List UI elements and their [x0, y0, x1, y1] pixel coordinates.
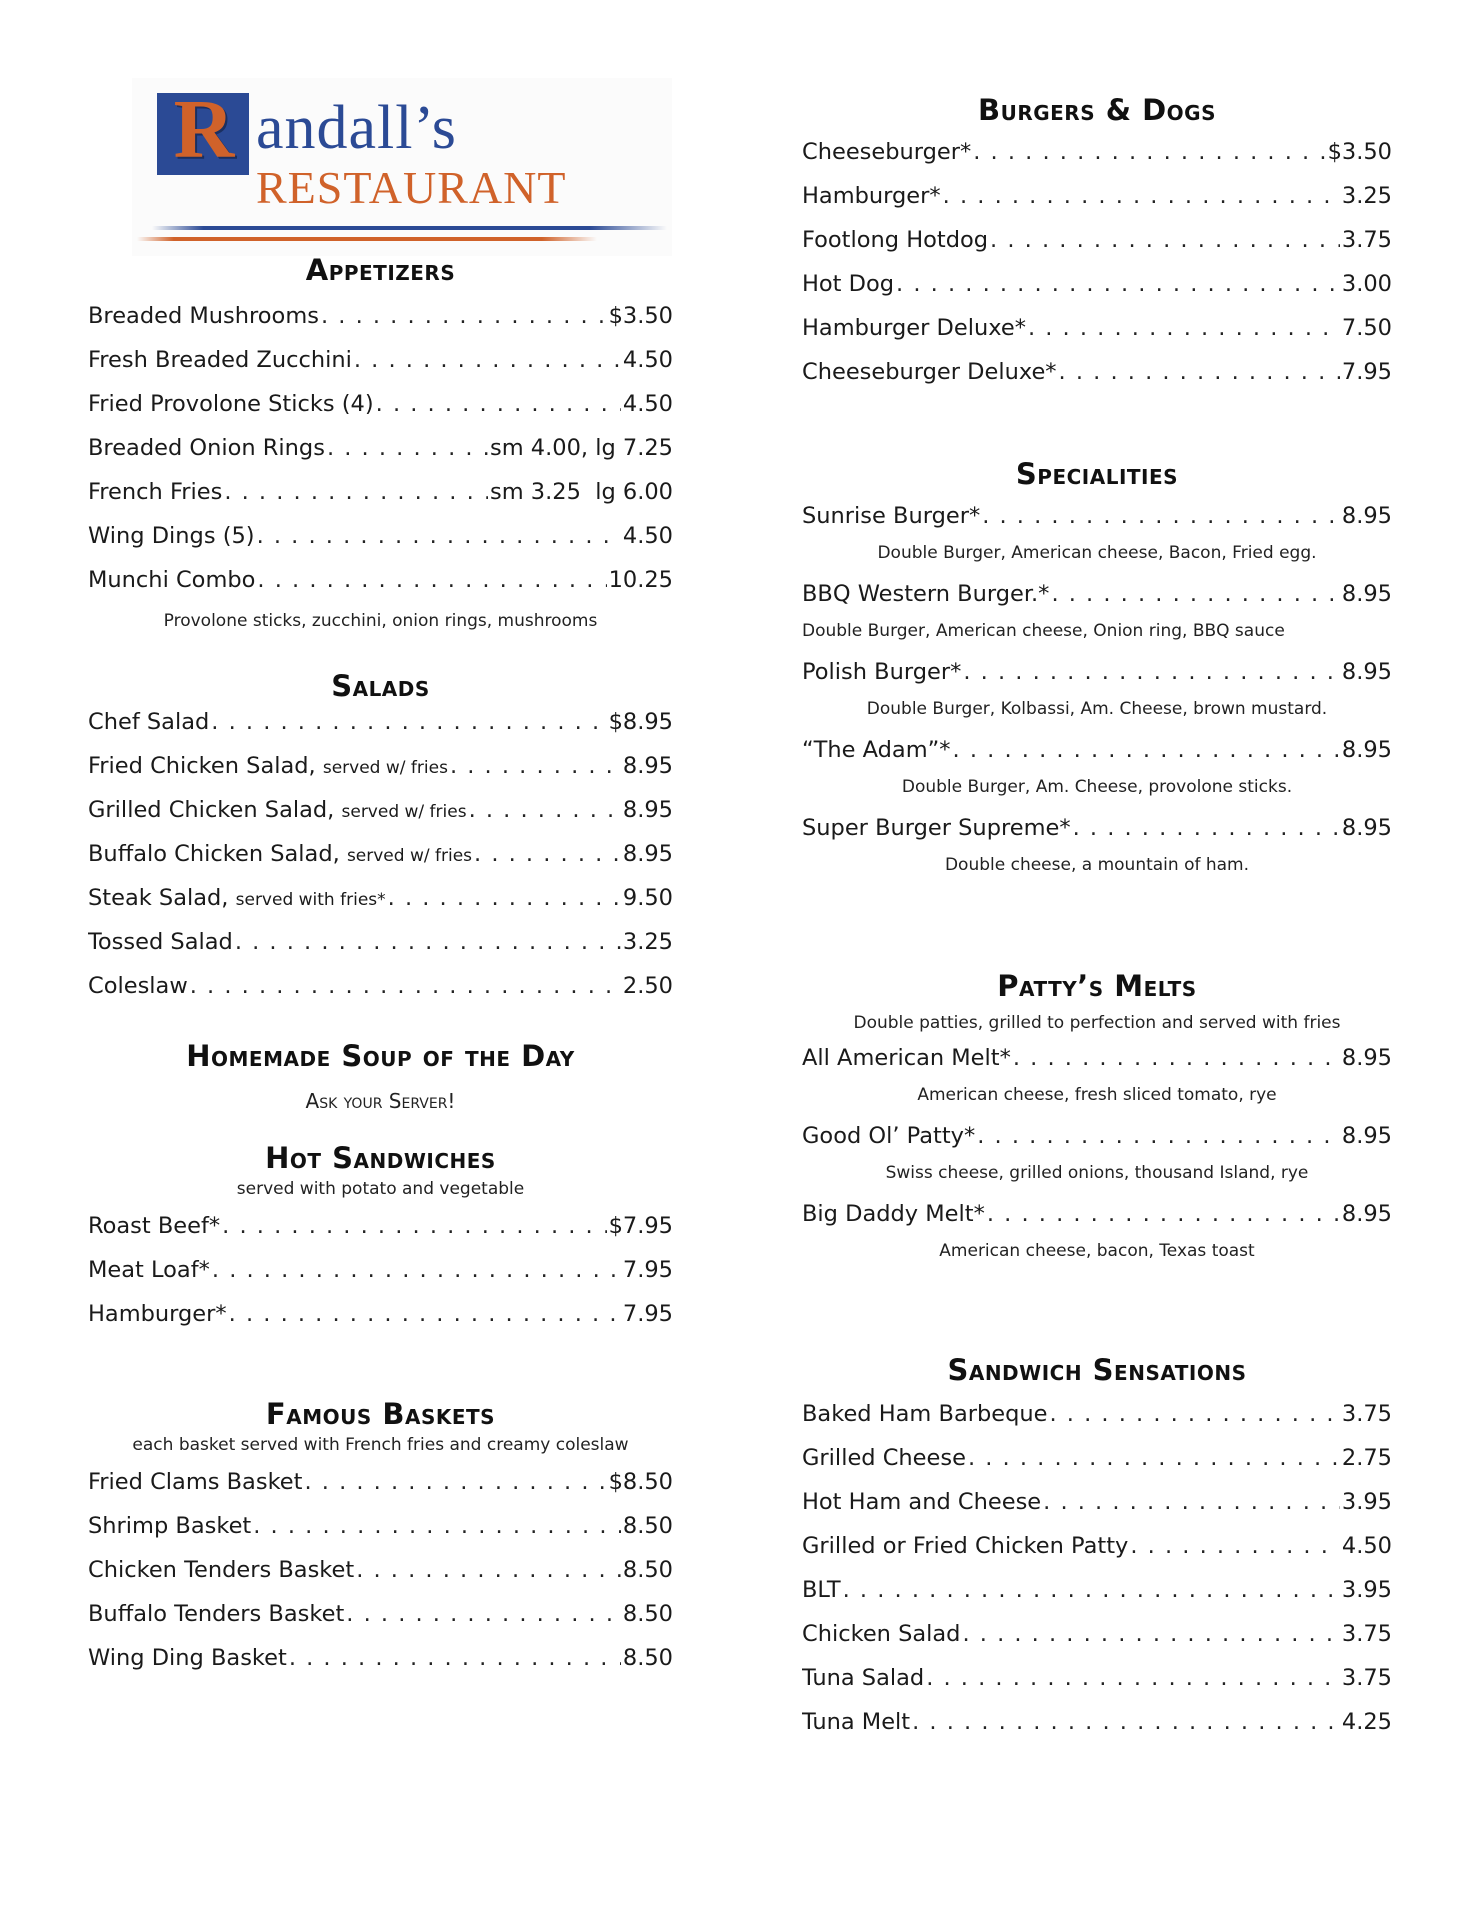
item-price: 3.25 — [1341, 183, 1392, 209]
item-list — [802, 1044, 1392, 1278]
leader-dots — [968, 1444, 1340, 1472]
menu-item — [802, 1532, 1392, 1576]
leader-dots — [321, 302, 607, 330]
leader-dots — [356, 1556, 621, 1584]
menu-item — [88, 566, 673, 610]
item-name-text: Steak Salad, — [88, 885, 229, 911]
item-list — [88, 708, 673, 1016]
leader-dots — [896, 270, 1340, 298]
section-title: Sandwich Sensations — [947, 1353, 1247, 1387]
leader-dots — [982, 502, 1340, 530]
item-note: served w/ fries — [341, 802, 467, 822]
menu-item — [88, 1556, 673, 1600]
item-note: served w/ fries — [322, 758, 448, 778]
menu-item — [88, 390, 673, 434]
item-price: 8.50 — [622, 1557, 673, 1583]
menu-item — [802, 1444, 1392, 1488]
leader-dots — [376, 390, 621, 418]
menu-item — [88, 1468, 673, 1512]
item-name: Tuna Salad — [802, 1665, 925, 1691]
item-price: 3.75 — [1341, 227, 1392, 253]
menu-item — [802, 270, 1392, 314]
menu-item — [802, 358, 1392, 402]
item-price: 3.75 — [1341, 1665, 1392, 1691]
item-list — [88, 1212, 673, 1344]
item-price: 8.95 — [622, 841, 673, 867]
menu-item — [88, 884, 673, 928]
item-name: Fried Clams Basket — [88, 1469, 303, 1495]
leader-dots — [211, 708, 606, 736]
item-name-text: Buffalo Chicken Salad, — [88, 841, 340, 867]
logo-initial: R — [173, 83, 235, 176]
menu-item — [88, 972, 673, 1016]
item-name: Grilled or Fried Chicken Patty — [802, 1533, 1129, 1559]
item-name: Cheeseburger* — [802, 139, 972, 165]
menu-item — [88, 1256, 673, 1300]
item-name-text: Grilled Chicken Salad, — [88, 797, 335, 823]
section-note: Double patties, grilled to perfection and served with fries — [853, 1013, 1341, 1033]
item-price: $3.50 — [608, 303, 673, 329]
leader-dots — [235, 928, 621, 956]
menu-item — [802, 814, 1392, 854]
item-name: Good Ol’ Patty* — [802, 1123, 976, 1149]
leader-dots — [327, 434, 488, 462]
leader-dots — [926, 1664, 1340, 1692]
menu-item — [802, 182, 1392, 226]
leader-dots — [962, 1620, 1339, 1648]
item-description: Double Burger, Am. Cheese, provolone sticks. — [901, 777, 1293, 797]
logo-name: andall’s — [256, 94, 457, 162]
menu-item — [88, 346, 673, 390]
item-list — [802, 1400, 1392, 1752]
leader-dots — [987, 1200, 1340, 1228]
item-name: Hamburger Deluxe* — [802, 315, 1026, 341]
menu-item — [88, 478, 673, 522]
leader-dots — [1051, 580, 1339, 608]
menu-item — [802, 1044, 1392, 1084]
menu-item — [802, 1576, 1392, 1620]
item-name: Roast Beef* — [88, 1213, 221, 1239]
item-price: $3.50 — [1327, 139, 1392, 165]
menu-item — [802, 736, 1392, 776]
item-price: $7.95 — [608, 1213, 673, 1239]
item-price: 3.75 — [1341, 1621, 1392, 1647]
item-price: 8.95 — [622, 797, 673, 823]
item-name: Hamburger* — [802, 183, 941, 209]
section-note: served with potato and vegetable — [236, 1179, 525, 1199]
leader-dots — [257, 566, 606, 594]
logo-subtitle: RESTAURANT — [256, 162, 567, 213]
item-price: $8.95 — [608, 709, 673, 735]
leader-dots — [977, 1122, 1340, 1150]
item-price: 8.95 — [1341, 1045, 1392, 1071]
item-price: 7.95 — [622, 1257, 673, 1283]
item-name — [88, 752, 448, 782]
item-name: Super Burger Supreme* — [802, 815, 1071, 841]
menu-item — [802, 226, 1392, 270]
menu-item — [88, 1600, 673, 1644]
item-name: Cheeseburger Deluxe* — [802, 359, 1057, 385]
menu-item — [802, 1400, 1392, 1444]
item-name: Polish Burger* — [802, 659, 962, 685]
section-pattys-melts — [802, 968, 1392, 1278]
leader-dots — [304, 1468, 606, 1496]
leader-dots — [253, 1512, 621, 1540]
leader-dots — [973, 138, 1325, 166]
item-price: 4.50 — [622, 347, 673, 373]
item-price: 3.25 — [622, 929, 673, 955]
item-list — [88, 1468, 673, 1688]
leader-dots — [450, 752, 621, 780]
item-name: Footlong Hotdog — [802, 227, 989, 253]
item-description: Double Burger, American cheese, Onion ring, BBQ sauce — [802, 621, 1285, 641]
leader-dots — [990, 226, 1340, 254]
item-description: Double cheese, a mountain of ham. — [944, 855, 1250, 875]
item-price: 4.50 — [1341, 1533, 1392, 1559]
item-name — [88, 796, 467, 826]
item-name: Baked Ham Barbeque — [802, 1401, 1048, 1427]
section-hot-sandwiches — [88, 1140, 673, 1344]
item-description: Double Burger, American cheese, Bacon, Fried egg. — [877, 543, 1317, 563]
item-name: Hamburger* — [88, 1301, 227, 1327]
item-name: Chicken Salad — [802, 1621, 961, 1647]
item-name: Wing Ding Basket — [88, 1645, 287, 1671]
item-price: 4.25 — [1341, 1709, 1392, 1735]
section-baskets — [88, 1396, 673, 1688]
leader-dots — [1013, 1044, 1340, 1072]
item-name: Big Daddy Melt* — [802, 1201, 985, 1227]
item-price: 8.95 — [1341, 659, 1392, 685]
logo-divider-blue — [152, 226, 667, 230]
item-price: $8.50 — [608, 1469, 673, 1495]
leader-dots — [912, 1708, 1340, 1736]
item-name: Fried Provolone Sticks (4) — [88, 391, 374, 417]
section-title: Specialities — [1015, 457, 1179, 491]
leader-dots — [953, 736, 1340, 764]
leader-dots — [224, 478, 488, 506]
item-name — [88, 708, 209, 736]
leader-dots — [943, 182, 1340, 210]
menu-item — [802, 1664, 1392, 1708]
item-name — [88, 884, 386, 914]
section-note: Ask your Server! — [305, 1089, 456, 1113]
leader-dots — [1043, 1488, 1340, 1516]
section-note: each basket served with French fries and creamy coleslaw — [132, 1435, 629, 1455]
menu-item — [88, 434, 673, 478]
item-price: 8.95 — [1341, 815, 1392, 841]
section-title: Burgers & Dogs — [977, 93, 1216, 127]
item-name: Sunrise Burger* — [802, 503, 981, 529]
leader-dots — [354, 346, 621, 374]
menu-item — [802, 658, 1392, 698]
menu-item — [88, 752, 673, 796]
item-price: 8.95 — [1341, 581, 1392, 607]
item-price: 3.75 — [1341, 1401, 1392, 1427]
menu-item — [802, 138, 1392, 182]
item-price: 8.50 — [622, 1601, 673, 1627]
item-price: sm 3.25 lg 6.00 — [490, 479, 673, 505]
item-price: sm 4.00, lg 7.25 — [490, 435, 673, 461]
item-name: BBQ Western Burger.* — [802, 581, 1050, 607]
menu-item — [802, 1122, 1392, 1162]
item-price: 4.50 — [622, 391, 673, 417]
item-name: Hot Ham and Cheese — [802, 1489, 1042, 1515]
leader-dots — [212, 1256, 621, 1284]
menu-item — [802, 314, 1392, 358]
item-name-text: Coleslaw — [88, 973, 188, 999]
item-name: Hot Dog — [802, 271, 895, 297]
section-title: Famous Baskets — [265, 1397, 496, 1431]
menu-item — [88, 796, 673, 840]
item-price: 8.95 — [1341, 503, 1392, 529]
leader-dots — [289, 1644, 621, 1672]
menu-item — [88, 522, 673, 566]
item-price: 3.95 — [1341, 1489, 1392, 1515]
leader-dots — [257, 522, 621, 550]
item-price: 9.50 — [622, 885, 673, 911]
leader-dots — [346, 1600, 621, 1628]
leader-dots — [229, 1300, 621, 1328]
item-price: 8.95 — [1341, 1201, 1392, 1227]
item-price: 8.50 — [622, 1645, 673, 1671]
item-price: 3.95 — [1341, 1577, 1392, 1603]
item-name: Meat Loaf* — [88, 1257, 210, 1283]
item-name — [88, 972, 188, 1000]
item-name: Tuna Melt — [802, 1709, 911, 1735]
item-price: 8.50 — [622, 1513, 673, 1539]
item-price: 7.50 — [1341, 315, 1392, 341]
item-name: “The Adam”* — [802, 737, 951, 763]
section-soup — [88, 1038, 673, 1114]
leader-dots — [1028, 314, 1340, 342]
item-list — [802, 502, 1392, 892]
item-name: Grilled Cheese — [802, 1445, 966, 1471]
leader-dots — [963, 658, 1340, 686]
item-name: Shrimp Basket — [88, 1513, 252, 1539]
menu-item — [88, 1512, 673, 1556]
item-price: 3.00 — [1341, 271, 1392, 297]
menu-item — [88, 1212, 673, 1256]
item-price: 7.95 — [1341, 359, 1392, 385]
item-name — [88, 928, 233, 956]
section-title: Appetizers — [305, 253, 456, 287]
item-note: served with fries* — [235, 890, 386, 910]
item-name: BLT — [802, 1577, 841, 1603]
section-title: Salads — [331, 669, 430, 703]
item-name: Munchi Combo — [88, 567, 256, 593]
item-description: American cheese, fresh sliced tomato, rye — [917, 1085, 1277, 1105]
menu-item — [88, 708, 673, 752]
item-price: 4.50 — [622, 523, 673, 549]
item-list — [88, 302, 673, 636]
menu-item — [88, 928, 673, 972]
item-name — [88, 840, 472, 870]
item-price: 2.50 — [622, 973, 673, 999]
item-price: 10.25 — [608, 567, 673, 593]
item-price: 8.95 — [1341, 737, 1392, 763]
menu-item — [802, 502, 1392, 542]
item-price: 8.95 — [622, 753, 673, 779]
section-title: Hot Sandwiches — [265, 1141, 496, 1175]
leader-dots — [474, 840, 621, 868]
menu-item — [802, 1708, 1392, 1752]
menu-item — [802, 1620, 1392, 1664]
menu-item — [802, 580, 1392, 620]
leader-dots — [469, 796, 621, 824]
item-price: 7.95 — [622, 1301, 673, 1327]
leader-dots — [190, 972, 621, 1000]
item-name: Breaded Onion Rings — [88, 435, 325, 461]
item-list — [802, 138, 1392, 402]
section-title: Patty’s Melts — [997, 969, 1197, 1003]
item-name: Chicken Tenders Basket — [88, 1557, 355, 1583]
section-burgers-dogs — [802, 92, 1392, 402]
menu-item — [88, 840, 673, 884]
section-specialities — [802, 456, 1392, 892]
section-title: Homemade Soup of the Day — [186, 1039, 575, 1073]
menu-item — [88, 302, 673, 346]
leader-dots — [1059, 358, 1340, 386]
item-description: Double Burger, Kolbassi, Am. Cheese, brown mustard. — [866, 699, 1328, 719]
restaurant-logo — [132, 78, 672, 256]
item-name: French Fries — [88, 479, 223, 505]
section-sandwich-sensations — [802, 1352, 1392, 1752]
leader-dots — [1130, 1532, 1340, 1560]
menu-item — [802, 1488, 1392, 1532]
menu-item — [88, 1300, 673, 1344]
item-name: Buffalo Tenders Basket — [88, 1601, 345, 1627]
item-name-text: Tossed Salad — [88, 929, 233, 955]
item-name: All American Melt* — [802, 1045, 1011, 1071]
menu-item — [802, 1200, 1392, 1240]
leader-dots — [843, 1576, 1340, 1604]
leader-dots — [222, 1212, 606, 1240]
logo-divider-orange — [137, 237, 597, 241]
item-name: Breaded Mushrooms — [88, 303, 319, 329]
leader-dots — [1073, 814, 1340, 842]
item-description: Swiss cheese, grilled onions, thousand Island, rye — [885, 1163, 1309, 1183]
item-name-text: Fried Chicken Salad, — [88, 753, 316, 779]
item-name: Wing Dings (5) — [88, 523, 255, 549]
item-description: Provolone sticks, zucchini, onion rings, mushrooms — [163, 611, 598, 631]
item-note: served w/ fries — [346, 846, 473, 866]
section-appetizers — [88, 252, 673, 636]
item-price: 8.95 — [1341, 1123, 1392, 1149]
leader-dots — [388, 884, 621, 912]
item-name-text: Chef Salad — [88, 709, 210, 735]
section-salads — [88, 668, 673, 1016]
item-name: Fresh Breaded Zucchini — [88, 347, 352, 373]
item-description: American cheese, bacon, Texas toast — [939, 1241, 1255, 1261]
menu-item — [88, 1644, 673, 1688]
item-price: 2.75 — [1341, 1445, 1392, 1471]
leader-dots — [1050, 1400, 1340, 1428]
